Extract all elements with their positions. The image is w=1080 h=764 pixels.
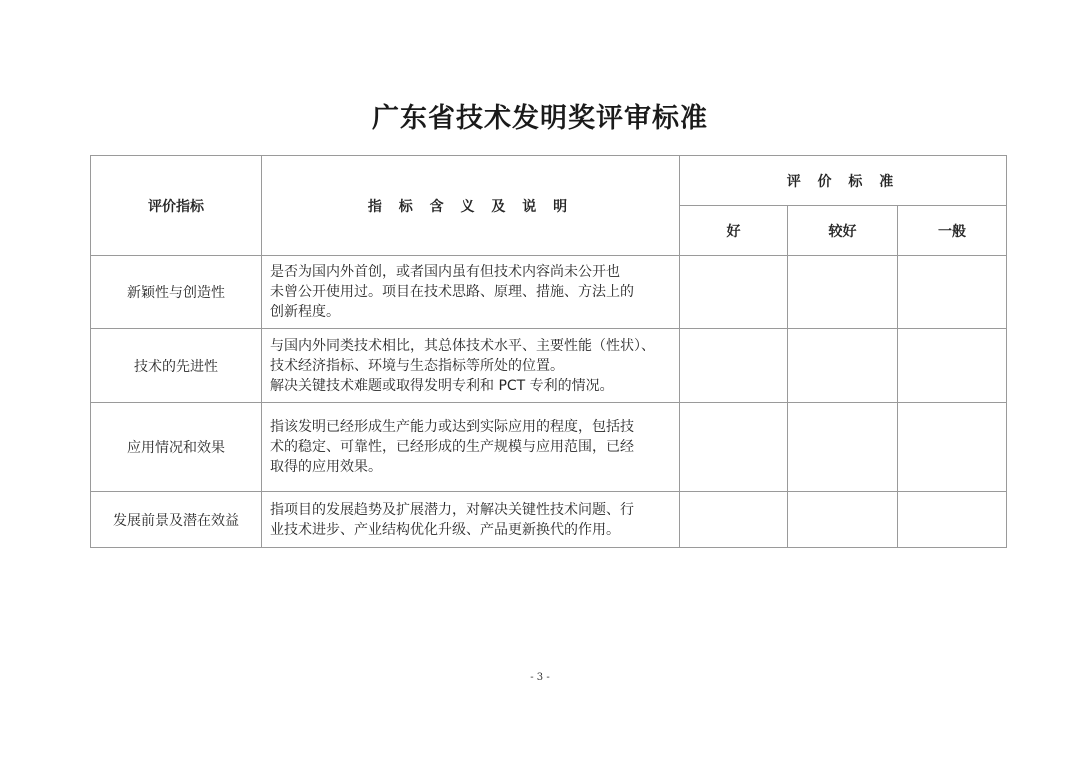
score-cell-good[interactable]: [680, 256, 788, 329]
score-cell-good[interactable]: [680, 329, 788, 403]
description-line: 指该发明已经形成生产能力或达到实际应用的程度，包括技: [270, 419, 634, 435]
header-evaluation-index: 评价指标: [91, 156, 262, 256]
criterion-name: 发展前景及潜在效益: [91, 492, 262, 548]
score-cell-average[interactable]: [898, 256, 1007, 329]
score-cell-fairly-good[interactable]: [788, 403, 898, 492]
criterion-description: [262, 403, 680, 492]
description-line: 指项目的发展趋势及扩展潜力，对解决关键性技术问题、行: [270, 501, 634, 518]
description-line: 是否为国内外首创，或者国内虽有但技术内容尚未公开也: [270, 264, 620, 280]
score-cell-fairly-good[interactable]: [788, 256, 898, 329]
description-line: 业技术进步、产业结构优化升级、产品更新换代的作用。: [270, 521, 620, 538]
description-line: 术的稳定、可靠性，已经形成的生产规模与应用范围，已经: [270, 439, 634, 455]
score-cell-average[interactable]: [898, 329, 1007, 403]
score-cell-good[interactable]: [680, 403, 788, 492]
evaluation-criteria-table: [90, 155, 1007, 548]
header-level-fairly-good: 较好: [788, 206, 898, 256]
table-row: [91, 403, 1007, 492]
score-cell-fairly-good[interactable]: [788, 329, 898, 403]
criterion-description: [262, 492, 680, 548]
table-row: [91, 329, 1007, 403]
header-index-description: [262, 156, 680, 256]
criterion-description: [262, 256, 680, 329]
description-line: 解决关键技术难题或取得发明专利和 PCT 专利的情况。: [270, 377, 614, 394]
description-line: 取得的应用效果。: [270, 459, 382, 475]
description-line: 创新程度。: [270, 304, 340, 320]
criterion-description: [262, 329, 680, 403]
table-row: [91, 492, 1007, 548]
header-level-good: 好: [680, 206, 788, 256]
criterion-name: 技术的先进性: [91, 329, 262, 403]
description-line: 技术经济指标、环境与生态指标等所处的位置。: [270, 357, 564, 374]
criterion-name: 新颖性与创造性: [91, 256, 262, 329]
header-evaluation-standard-text: 评 价 标 准: [786, 173, 900, 190]
score-cell-good[interactable]: [680, 492, 788, 548]
table-header-row: [91, 156, 1007, 206]
criterion-name: 应用情况和效果: [91, 403, 262, 492]
table-row: [91, 256, 1007, 329]
score-cell-average[interactable]: [898, 492, 1007, 548]
page-number: - 3 -: [530, 672, 550, 683]
header-level-average: 一般: [898, 206, 1007, 256]
page-title: 广东省技术发明奖评审标准: [372, 103, 708, 134]
header-index-description-text: 指 标 含 义 及 说 明: [367, 198, 574, 215]
description-line: 未曾公开使用过。项目在技术思路、原理、措施、方法上的: [270, 284, 634, 300]
score-cell-average[interactable]: [898, 403, 1007, 492]
score-cell-fairly-good[interactable]: [788, 492, 898, 548]
header-evaluation-standard: [680, 156, 1007, 206]
description-line: 与国内外同类技术相比，其总体技术水平、主要性能（性状）、: [270, 337, 655, 354]
